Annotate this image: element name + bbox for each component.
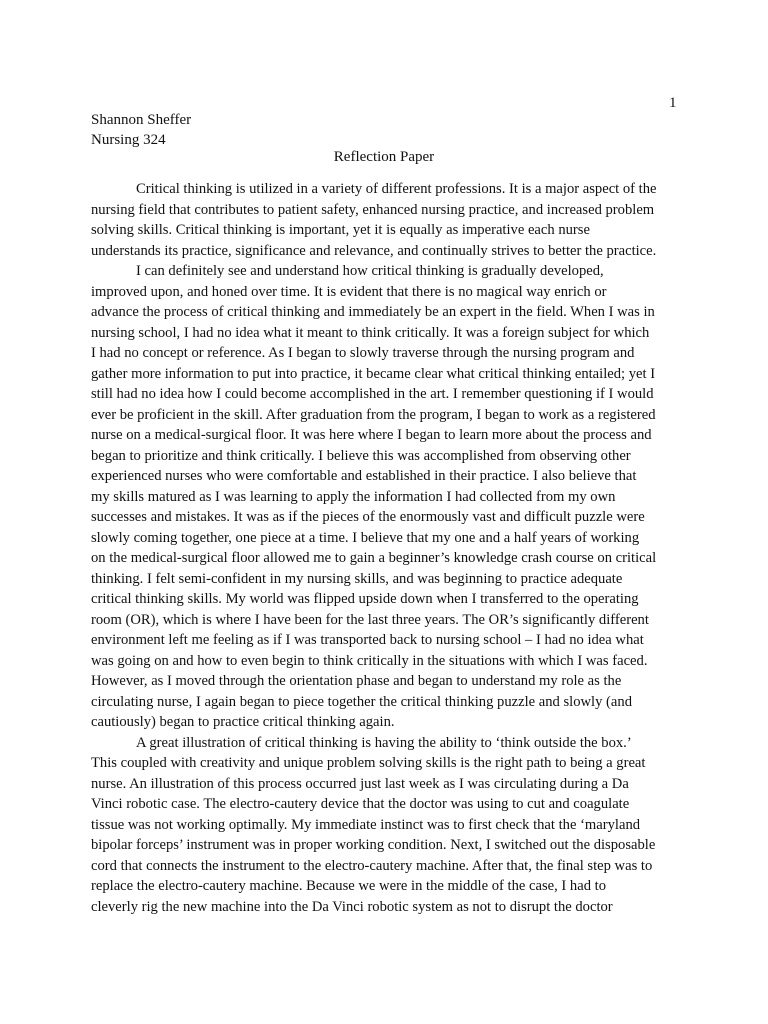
text-line: my skills matured as I was learning to apply the information I had collected from my own: [91, 488, 616, 505]
text-line: ever be proficient in the skill. After graduation from the program, I began to work as a registered: [91, 406, 656, 423]
text-line: cautiously) began to practice critical thinking again.: [91, 714, 395, 730]
text-line: room (OR), which is where I have been for the last three years. The OR’s significantly different: [91, 611, 649, 628]
text-line: solving skills. Critical thinking is important, yet it is equally as imperative each nurse: [91, 222, 590, 238]
text-line: critical thinking skills. My world was flipped upside down when I transferred to the operating: [91, 591, 639, 607]
text-line: cleverly rig the new machine into the Da Vinci robotic system as not to disrupt the doctor: [91, 898, 613, 915]
text-line: replace the electro-cautery machine. Because we were in the middle of the case, I had to: [91, 878, 606, 894]
text-line: I had no concept or reference. As I began to slowly traverse through the nursing program and: [91, 345, 635, 361]
paragraph-1-first-line: Critical thinking is utilized in a variety of different professions. It is a major aspect of the: [136, 181, 657, 197]
course-name: Nursing 324: [91, 132, 166, 148]
paper-title: Reflection Paper: [333, 149, 435, 165]
text-line: on the medical-surgical floor allowed me to gain a beginner’s knowledge crash course on critical: [91, 550, 657, 566]
text-line: This coupled with creativity and unique problem solving skills is the right path to being a great: [91, 755, 646, 771]
text-line: environment left me feeling as if I was transported back to nursing school – I had no idea what: [91, 632, 644, 648]
paper-header: [91, 110, 191, 150]
text-line: cord that connects the instrument to the electro-cautery machine. After that, the final step was to: [91, 857, 653, 874]
text-line: advance the process of critical thinking and immediately be an expert in the field. When I was in: [91, 304, 655, 320]
text-line: improved upon, and honed over time. It is evident that there is no magical way enrich or: [91, 283, 607, 300]
text-line: Vinci robotic case. The electro-cautery device that the doctor was using to cut and coagulate: [91, 796, 630, 812]
body-text: [91, 179, 691, 917]
text-line: bipolar forceps’ instrument was in proper working condition. Next, I switched out the disposable: [91, 837, 656, 853]
text-line: nurse on a medical-surgical floor. It was here where I began to learn more about the process and: [91, 427, 652, 443]
text-line: gather more information to put into practice, it became clear what critical thinking entailed; yet I: [91, 365, 656, 382]
paragraph-2-first-line: I can definitely see and understand how critical thinking is gradually developed,: [136, 263, 604, 279]
page-number: 1: [669, 95, 677, 111]
text-line: still had no idea how I could become accomplished in the art. I remember questioning if I would: [91, 386, 654, 402]
text-line: thinking. I felt semi-confident in my nursing skills, and was beginning to practice adequate: [91, 570, 623, 587]
text-line: nurse. An illustration of this process occurred just last week as I was circulating during a Da: [91, 775, 629, 792]
paragraph-3-first-line: A great illustration of critical thinking is having the ability to ‘think outside the box.’: [136, 734, 632, 751]
text-line: began to prioritize and think critically. I believe this was accomplished from observing other: [91, 447, 631, 464]
author-name: Shannon Sheffer: [91, 112, 192, 128]
text-line: successes and mistakes. It was as if the pieces of the enormously vast and difficult puzzle were: [91, 509, 645, 525]
text-line: was going on and how to even begin to think critically in the situations with which I was faced.: [91, 652, 648, 669]
text-line: understands its practice, significance and relevance, and continually strives to better the practice.: [91, 242, 657, 259]
text-line: nursing school, I had no idea what it meant to think critically. It was a foreign subject for which: [91, 324, 650, 341]
text-line: nursing field that contributes to patient safety, enhanced nursing practice, and increased problem: [91, 201, 655, 218]
text-line: slowly coming together, one piece at a time. I believe that my one and a half years of working: [91, 529, 640, 546]
text-line: circulating nurse, I again began to piece together the critical thinking puzzle and slowly (and: [91, 693, 632, 710]
text-line: tissue was not working optimally. My immediate instinct was to first check that the ‘maryland: [91, 816, 641, 833]
text-line: experienced nurses who were comfortable and established in their practice. I also believe that: [91, 468, 637, 484]
text-line: However, as I moved through the orientation phase and began to understand my role as the: [91, 673, 622, 689]
